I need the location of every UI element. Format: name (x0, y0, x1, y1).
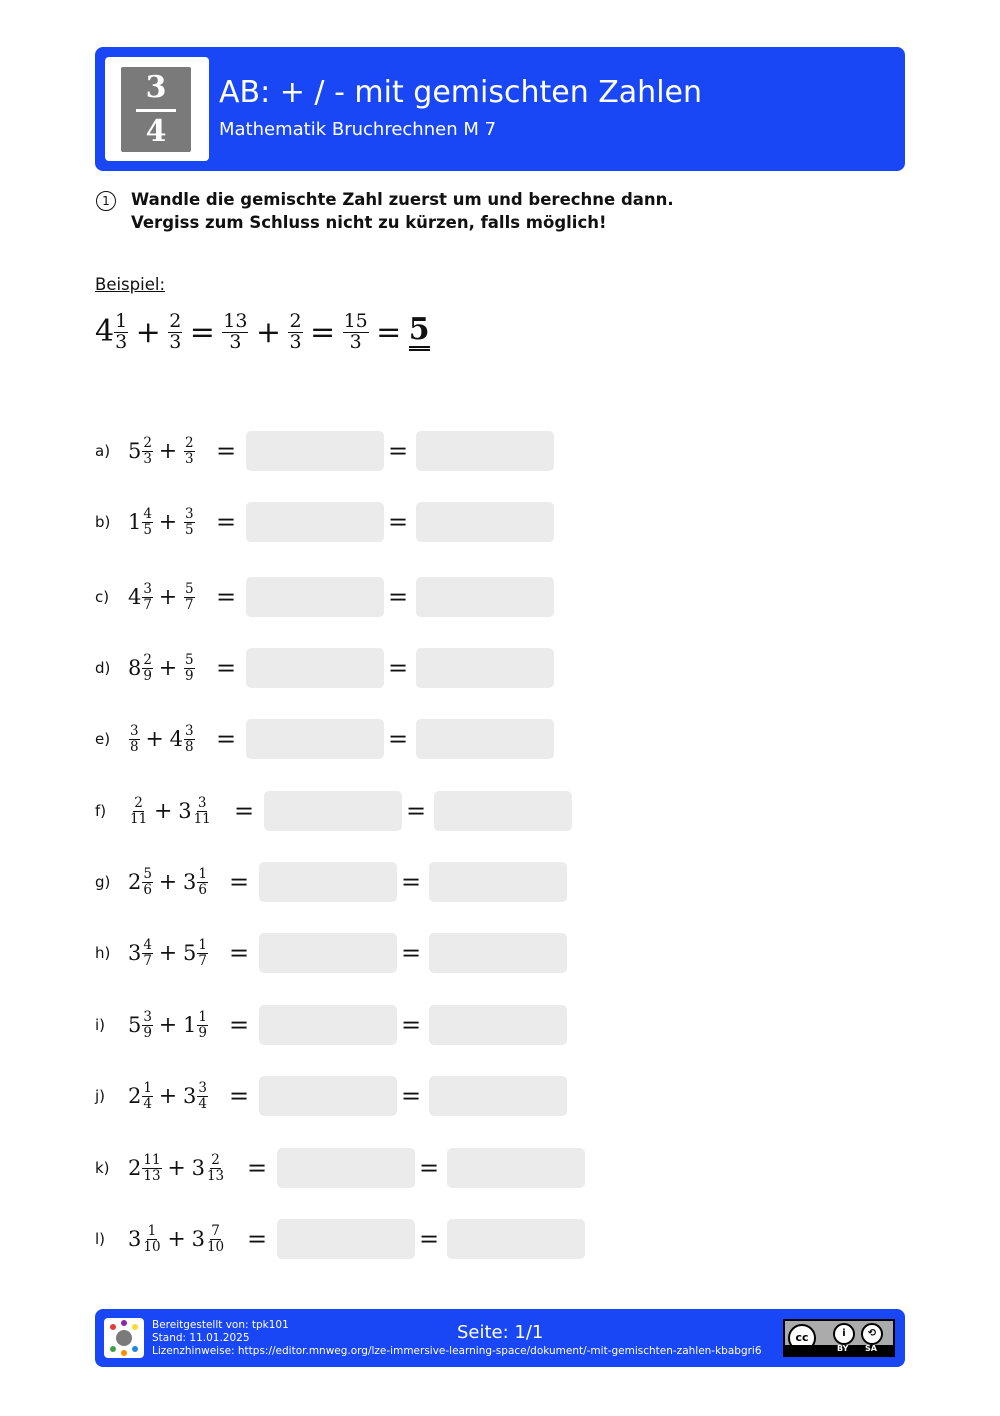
plus-sign: + (158, 509, 178, 535)
fraction (142, 867, 153, 896)
equals-sign: = (401, 1082, 422, 1110)
numerator: 13 (223, 309, 248, 332)
whole-number: 4 (128, 584, 142, 609)
fraction (142, 653, 153, 682)
numerator: 5 (184, 652, 194, 669)
problem-label: d) (95, 659, 111, 677)
answer-box-result[interactable] (416, 648, 554, 688)
whole-number: 2 (128, 1083, 142, 1108)
answer-box-intermediate[interactable] (246, 577, 384, 617)
denominator: 8 (130, 738, 139, 755)
numerator: 5 (184, 581, 194, 598)
example-fraction-4 (288, 309, 302, 353)
equals-sign: = (216, 654, 237, 682)
date-text: Stand: 11.01.2025 (152, 1332, 250, 1344)
logo-center-circle (116, 1330, 132, 1346)
numerator: 2 (143, 652, 152, 669)
denominator: 11 (130, 810, 148, 827)
header-banner (95, 47, 905, 171)
cc-by-sa-license-badge[interactable] (783, 1319, 895, 1357)
page-subtitle: Mathematik Bruchrechnen M 7 (219, 119, 497, 140)
problem-expression (128, 502, 195, 542)
numerator: 4 (143, 506, 152, 523)
logo-dot (110, 1324, 116, 1330)
problem-expression (128, 791, 212, 831)
equals-sign: = (189, 314, 215, 350)
answer-box-result[interactable] (416, 431, 554, 471)
answer-box-intermediate[interactable] (246, 502, 384, 542)
example-result: 5 (409, 313, 430, 351)
task-instruction-line-2: Vergiss zum Schluss nicht zu kürzen, falls möglich! (131, 213, 607, 232)
problem-expression (128, 933, 208, 973)
license-link[interactable]: Lizenzhinweise: https://editor.mnweg.org/lze-immersive-learning-space/dokument/-mit-gemischten-zahlen-kbabgri6 (152, 1345, 762, 1357)
denominator: 7 (184, 596, 194, 613)
example-fraction-2 (168, 309, 182, 353)
fraction (184, 653, 195, 682)
problem-label: h) (95, 944, 111, 962)
fraction (142, 938, 153, 967)
denominator: 9 (198, 1024, 207, 1041)
equals-sign: = (216, 583, 237, 611)
equals-sign: = (388, 654, 409, 682)
fraction (142, 1153, 161, 1182)
equals-sign: = (247, 1154, 268, 1182)
denominator: 7 (143, 596, 152, 613)
plus-sign: + (158, 1012, 178, 1038)
denominator: 3 (289, 330, 302, 353)
problem-expression (128, 862, 208, 902)
numerator: 3 (143, 581, 152, 598)
problem-label: e) (95, 730, 111, 748)
answer-box-intermediate[interactable] (246, 719, 384, 759)
fraction (184, 582, 195, 611)
example-fraction-3 (222, 309, 248, 353)
fraction (142, 436, 153, 465)
numerator: 1 (198, 866, 207, 883)
numerator: 3 (184, 723, 194, 740)
plus-sign: + (135, 314, 161, 350)
task-number-badge: 1 (96, 191, 116, 211)
fraction (184, 436, 195, 465)
problem-label: i) (95, 1016, 106, 1034)
whole-number: 5 (128, 1012, 142, 1037)
fraction (184, 507, 195, 536)
cc-icon: cc (788, 1324, 816, 1352)
equals-sign: = (229, 868, 250, 896)
denominator: 7 (198, 952, 207, 969)
numerator: 2 (143, 435, 152, 452)
equals-sign: = (309, 314, 336, 350)
fraction (206, 1224, 225, 1253)
denominator: 10 (143, 1238, 161, 1255)
equals-sign: = (419, 1154, 440, 1182)
answer-box-result[interactable] (447, 1148, 585, 1188)
numerator: 3 (143, 1009, 152, 1026)
problem-label: c) (95, 588, 110, 606)
numerator: 1 (198, 937, 207, 954)
fraction (197, 1010, 208, 1039)
problem-label: b) (95, 513, 111, 531)
example-label: Beispiel: (95, 275, 166, 294)
answer-box-intermediate[interactable] (277, 1219, 415, 1259)
fraction (197, 867, 208, 896)
denominator: 9 (143, 1024, 152, 1041)
problem-expression (128, 1219, 225, 1259)
platform-logo (104, 1318, 144, 1358)
denominator: 5 (184, 521, 194, 538)
equals-sign: = (216, 508, 237, 536)
fraction (197, 1081, 208, 1110)
denominator: 10 (206, 1238, 225, 1255)
answer-box-intermediate[interactable] (246, 431, 384, 471)
fraction (142, 507, 153, 536)
whole-number: 2 (128, 869, 142, 894)
answer-box-intermediate[interactable] (259, 1005, 397, 1045)
fraction (142, 1081, 153, 1110)
problem-label: g) (95, 873, 111, 891)
page-indicator: Seite: 1/1 (457, 1322, 544, 1343)
answer-box-result[interactable] (447, 1219, 585, 1259)
plus-sign: + (167, 1155, 186, 1181)
provided-by-text: Bereitgestellt von: tpk101 (152, 1319, 289, 1331)
whole-number: 5 (182, 940, 197, 965)
answer-box-result[interactable] (416, 502, 554, 542)
problem-expression (128, 1148, 225, 1188)
denominator: 6 (198, 881, 207, 898)
plus-sign: + (158, 940, 178, 966)
denominator: 3 (169, 330, 182, 353)
logo-denominator: 4 (145, 114, 167, 149)
equals-sign: = (229, 939, 250, 967)
equals-sign: = (419, 1225, 440, 1253)
fraction (142, 582, 153, 611)
cc-sa-label: SA (865, 1344, 877, 1353)
denominator: 11 (193, 810, 211, 827)
problem-expression (128, 648, 195, 688)
numerator: 2 (134, 795, 143, 812)
logo-numerator: 3 (145, 70, 167, 105)
denominator: 3 (143, 450, 152, 467)
numerator: 1 (143, 1080, 152, 1097)
plus-sign: + (158, 869, 178, 895)
problem-label: l) (95, 1230, 106, 1248)
example-fraction-5 (343, 309, 369, 353)
problem-expression (128, 719, 195, 759)
whole-number: 8 (128, 655, 142, 680)
numerator: 11 (143, 1152, 161, 1169)
denominator: 13 (143, 1167, 161, 1184)
denominator: 3 (115, 330, 128, 353)
answer-box-intermediate[interactable] (259, 933, 397, 973)
equals-sign: = (388, 437, 409, 465)
by-attribution-icon: i (833, 1323, 855, 1345)
problem-expression (128, 431, 195, 471)
example-equation (95, 304, 430, 360)
problem-expression (128, 577, 195, 617)
problem-label: f) (95, 802, 107, 820)
fraction (184, 724, 195, 753)
whole-number: 5 (128, 438, 142, 463)
equals-sign: = (234, 797, 255, 825)
answer-box-intermediate[interactable] (277, 1148, 415, 1188)
answer-box-result[interactable] (429, 1005, 567, 1045)
denominator: 4 (198, 1095, 207, 1112)
numerator: 3 (130, 723, 139, 740)
equals-sign: = (216, 437, 237, 465)
fraction-logo-tile (121, 67, 191, 152)
example-fraction-1 (114, 309, 128, 353)
denominator: 5 (143, 521, 152, 538)
equals-sign: = (388, 725, 409, 753)
answer-box-intermediate[interactable] (259, 1076, 397, 1116)
answer-box-result[interactable] (429, 862, 567, 902)
denominator: 3 (184, 450, 194, 467)
whole-number: 3 (128, 940, 142, 965)
numerator: 3 (198, 1080, 207, 1097)
numerator: 1 (198, 1009, 207, 1026)
problem-label: a) (95, 442, 111, 460)
plus-sign: + (158, 1083, 178, 1109)
whole-number: 3 (191, 1226, 205, 1251)
logo-dot (121, 1350, 127, 1356)
answer-box-result[interactable] (429, 1076, 567, 1116)
example-whole: 4 (95, 314, 115, 349)
numerator: 2 (169, 309, 182, 332)
problem-expression (128, 1005, 208, 1045)
logo-dot (110, 1346, 116, 1352)
whole-number: 3 (182, 1083, 197, 1108)
fraction (197, 938, 208, 967)
whole-number: 3 (178, 798, 192, 823)
answer-box-result[interactable] (416, 577, 554, 617)
problem-label: j) (95, 1087, 106, 1105)
equals-sign: = (401, 939, 422, 967)
equals-sign: = (388, 583, 409, 611)
numerator: 1 (147, 1223, 157, 1240)
whole-number: 2 (128, 1155, 142, 1180)
whole-number: 3 (182, 869, 197, 894)
whole-number: 1 (128, 509, 142, 534)
denominator: 6 (143, 881, 152, 898)
fraction (129, 724, 140, 753)
numerator: 15 (343, 309, 368, 332)
denominator: 9 (143, 667, 152, 684)
numerator: 1 (115, 309, 128, 332)
problem-expression (128, 1076, 208, 1116)
page-title: AB: + / - mit gemischten Zahlen (219, 75, 703, 110)
plus-sign: + (167, 1226, 186, 1252)
numerator: 2 (289, 309, 302, 332)
numerator: 2 (211, 1152, 220, 1169)
numerator: 2 (184, 435, 194, 452)
plus-sign: + (145, 726, 164, 752)
answer-box-intermediate[interactable] (264, 791, 402, 831)
plus-sign: + (158, 438, 178, 464)
problem-label: k) (95, 1159, 110, 1177)
fraction-logo (105, 57, 209, 161)
numerator: 3 (197, 795, 207, 812)
equals-sign: = (229, 1011, 250, 1039)
denominator: 8 (184, 738, 194, 755)
plus-sign: + (158, 655, 178, 681)
footer-bar (95, 1309, 905, 1367)
plus-sign: + (158, 584, 178, 610)
whole-number: 1 (182, 1012, 197, 1037)
logo-dot (132, 1324, 138, 1330)
answer-box-intermediate[interactable] (259, 862, 397, 902)
equals-sign: = (401, 868, 422, 896)
denominator: 3 (349, 330, 362, 353)
whole-number: 3 (191, 1155, 205, 1180)
plus-sign: + (153, 798, 173, 824)
denominator: 13 (206, 1167, 225, 1184)
logo-dot (121, 1320, 127, 1326)
task-instruction-line-1: Wandle die gemischte Zahl zuerst um und berechne dann. (131, 190, 674, 209)
share-alike-icon: ⟲ (861, 1323, 883, 1345)
answer-box-result[interactable] (416, 719, 554, 759)
numerator: 3 (184, 506, 194, 523)
answer-box-result[interactable] (429, 933, 567, 973)
denominator: 3 (229, 330, 242, 353)
equals-sign: = (406, 797, 427, 825)
equals-sign: = (229, 1082, 250, 1110)
fraction (206, 1153, 225, 1182)
numerator: 5 (143, 866, 152, 883)
logo-dot (132, 1346, 138, 1352)
denominator: 9 (184, 667, 194, 684)
fraction (193, 796, 212, 825)
numerator: 7 (211, 1223, 220, 1240)
answer-box-result[interactable] (434, 791, 572, 831)
equals-sign: = (376, 314, 402, 350)
equals-sign: = (388, 508, 409, 536)
whole-number: 3 (128, 1226, 142, 1251)
fraction (142, 1224, 161, 1253)
whole-number: 4 (169, 726, 183, 751)
equals-sign: = (216, 725, 237, 753)
equals-sign: = (247, 1225, 268, 1253)
logo-fraction-bar (136, 109, 176, 112)
fraction (129, 796, 148, 825)
denominator: 7 (143, 952, 152, 969)
equals-sign: = (401, 1011, 422, 1039)
fraction (142, 1010, 153, 1039)
plus-sign: + (255, 314, 282, 350)
numerator: 4 (143, 937, 152, 954)
cc-by-label: BY (837, 1344, 849, 1353)
denominator: 4 (143, 1095, 152, 1112)
answer-box-intermediate[interactable] (246, 648, 384, 688)
